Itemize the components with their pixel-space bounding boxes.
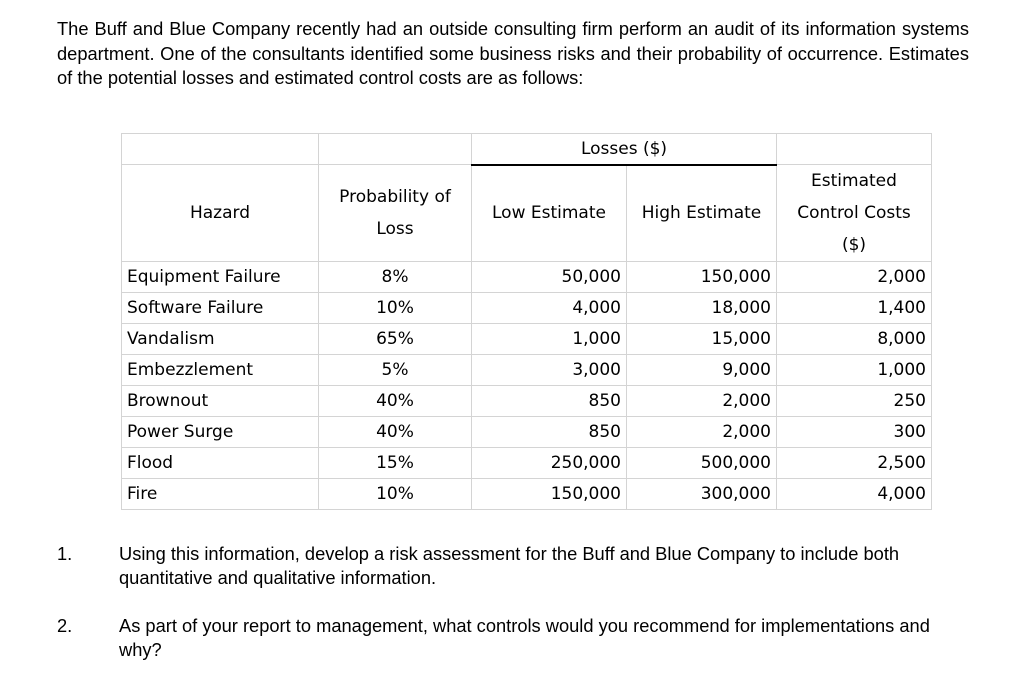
control-cost-cell: 300 — [777, 417, 932, 448]
high-estimate-cell: 150,000 — [627, 262, 777, 293]
question-text: As part of your report to management, what controls would you recommend for implementations and why? — [119, 615, 930, 660]
question-number: 1. — [57, 543, 73, 564]
table-header-row — [122, 165, 932, 262]
probability-cell: 5% — [319, 355, 472, 386]
table-row — [122, 417, 932, 448]
table-row — [122, 293, 932, 324]
high-estimate-cell: 18,000 — [627, 293, 777, 324]
question-number: 2. — [57, 615, 73, 636]
high-estimate-cell: 2,000 — [627, 417, 777, 448]
risk-table-body — [122, 262, 932, 510]
low-estimate-cell: 850 — [472, 417, 627, 448]
control-cost-cell: 250 — [777, 386, 932, 417]
probability-cell: 10% — [319, 293, 472, 324]
control-cost-cell: 8,000 — [777, 324, 932, 355]
high-estimate-cell: 300,000 — [627, 479, 777, 510]
table-row — [122, 262, 932, 293]
question-1 — [57, 542, 969, 590]
high-estimate-cell: 2,000 — [627, 386, 777, 417]
probability-cell: 15% — [319, 448, 472, 479]
low-estimate-cell: 4,000 — [472, 293, 627, 324]
control-cost-cell: 1,000 — [777, 355, 932, 386]
table-row — [122, 479, 932, 510]
low-estimate-cell: 3,000 — [472, 355, 627, 386]
probability-cell: 10% — [319, 479, 472, 510]
high-estimate-cell: 15,000 — [627, 324, 777, 355]
probability-header: Probability of Loss — [319, 165, 472, 262]
probability-cell: 40% — [319, 417, 472, 448]
questions-list — [57, 542, 969, 686]
control-costs-header: Estimated Control Costs ($) — [777, 165, 932, 262]
table-row — [122, 355, 932, 386]
control-cost-cell: 2,000 — [777, 262, 932, 293]
low-estimate-cell: 50,000 — [472, 262, 627, 293]
table-header-row-group — [122, 134, 932, 165]
probability-cell: 8% — [319, 262, 472, 293]
risk-table — [121, 133, 932, 510]
high-estimate-cell: 9,000 — [627, 355, 777, 386]
hazard-cell: Brownout — [122, 386, 319, 417]
hazard-cell: Software Failure — [122, 293, 319, 324]
hazard-cell: Flood — [122, 448, 319, 479]
hazard-cell: Equipment Failure — [122, 262, 319, 293]
table-row — [122, 324, 932, 355]
low-estimate-cell: 1,000 — [472, 324, 627, 355]
low-estimate-header: Low Estimate — [472, 165, 627, 262]
table-row — [122, 386, 932, 417]
low-estimate-cell: 150,000 — [472, 479, 627, 510]
low-estimate-cell: 850 — [472, 386, 627, 417]
hazard-cell: Embezzlement — [122, 355, 319, 386]
table-row — [122, 448, 932, 479]
control-cost-cell: 1,400 — [777, 293, 932, 324]
hazard-cell: Power Surge — [122, 417, 319, 448]
probability-cell: 65% — [319, 324, 472, 355]
control-cost-cell: 4,000 — [777, 479, 932, 510]
high-estimate-header: High Estimate — [627, 165, 777, 262]
probability-cell: 40% — [319, 386, 472, 417]
low-estimate-cell: 250,000 — [472, 448, 627, 479]
intro-paragraph — [57, 17, 969, 91]
high-estimate-cell: 500,000 — [627, 448, 777, 479]
question-text: Using this information, develop a risk assessment for the Buff and Blue Company to include both quantitative and qualitative information. — [119, 543, 900, 588]
hazard-cell: Vandalism — [122, 324, 319, 355]
hazard-cell: Fire — [122, 479, 319, 510]
control-cost-cell: 2,500 — [777, 448, 932, 479]
intro-text: The Buff and Blue Company recently had an outside consulting firm perform an audit of its information systems department. One of the consultants identified some business risks and their probability of occurrence. Estimates of the potential losses and estimated control costs are as follows: — [57, 18, 969, 88]
question-2 — [57, 614, 969, 662]
losses-group-header: Losses ($) — [472, 134, 777, 165]
hazard-header: Hazard — [122, 165, 319, 262]
